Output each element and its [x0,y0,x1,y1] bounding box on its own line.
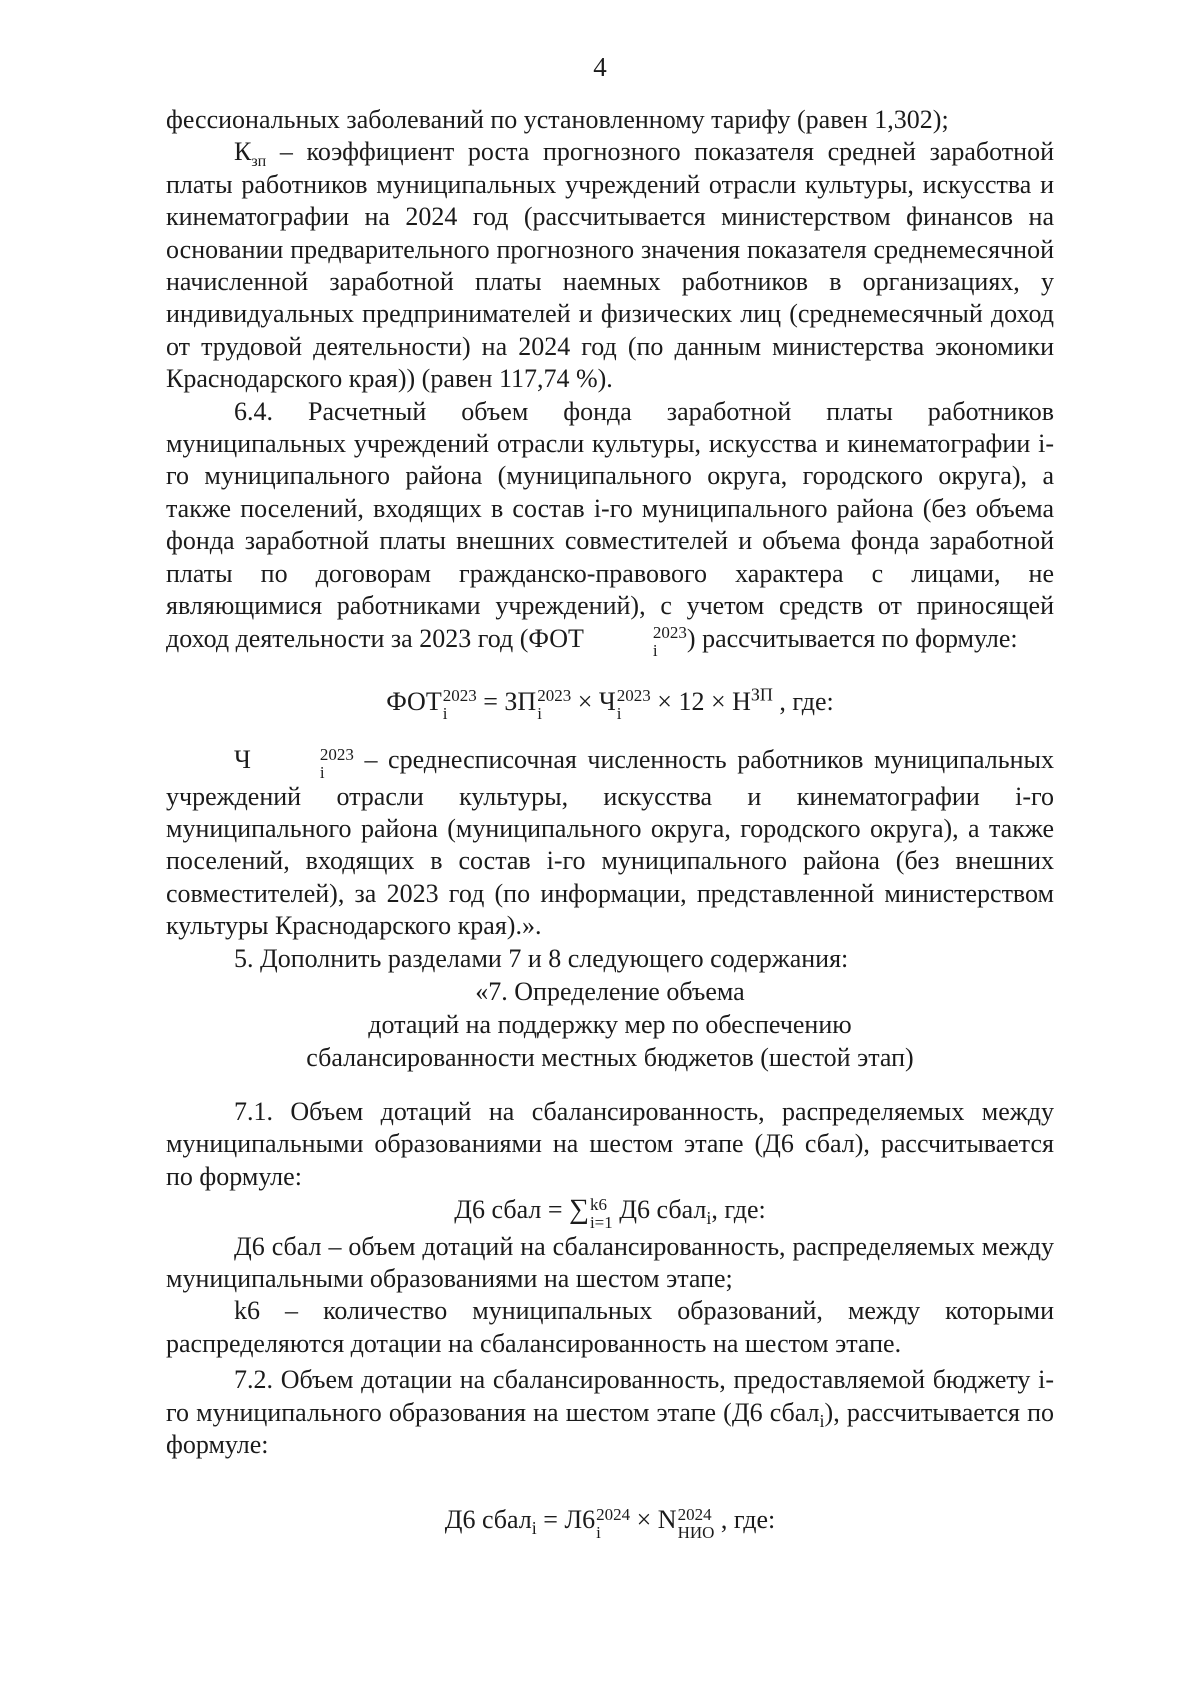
paragraph-k6-definition: k6 – количество муниципальных образований, между которыми распределяются дотации на сбалансированность на шестом этапе. [166,1296,1054,1358]
paragraph-tariff: фессиональных заболеваний по установленному тарифу (равен 1,302); [166,105,949,134]
heading-line-1: «7. Определение объема [475,976,745,1006]
section-heading [166,975,1054,1074]
heading-line-3: сбалансированности местных бюджетов (шестой этап) [306,1042,914,1072]
paragraph-7-2: 7.2. Объем дотации на сбалансированность, предоставляемой бюджету i-го муниципального образования на шестом этапе (Д6 сбал$_i$), рассчитывается по формуле: [166,1365,1054,1459]
paragraph-6-4: 6.4. Расчетный объем фонда заработной платы работников муниципальных учреждений отрасли культуры, искусства и кинематографии i-го муниципального района (муниципального округа, городского округа), а также поселений, входящих в состав i-го муниципального района (без объема фонда заработной платы внешних совместителей и объема фонда заработной платы по договорам гражданско-правового характера с лицами, не являющимися работниками учреждений), с учетом средств от приносящей доход деятельности за 2023 год (ФОТ 2023 i ) рассчитывается по формуле: [166,396,1054,660]
paragraph-ch-definition: Ч 2023 i – среднесписочная численность работников муниципальных учреждений отрасли культуры, искусства и кинематографии i-го муниципального района (муниципального округа, городского округа), а также поселений, входящих в состав i-го муниципального района (без внешних совместителей), за 2023 год (по информации, представленной министерством культуры Краснодарского края).». [166,744,1054,941]
paragraph-5: 5. Дополнить разделами 7 и 8 следующего содержания: [234,943,849,973]
paragraph-kzp-definition: $К_{зп}$ – коэффициент роста прогнозного показателя средней заработной платы работников муниципальных учреждений отрасли культуры, искусства и кинематографии на 2024 год (рассчитывается министерством финансов на основании предварительного прогнозного значения показателя среднемесячной начисленной заработной платы наемных работников в организациях, у индивидуальных предпринимателей и физических лиц (среднемесячный доход от трудовой деятельности) на 2024 год (по данным министерства экономики Краснодарского края)) (равен 117,74 %). [166,137,1054,394]
formula-d6-total: Д6 сбал = ∑ k6 i=1 Д6 сбал$_i$, где: [454,1194,766,1232]
formula-d6-i: Д6 сбал$_i$ = Л6 2024 i × N 2024 НИО , где: [444,1504,776,1542]
heading-line-2: дотаций на поддержку мер по обеспечению [368,1009,852,1039]
formula-fot: ФОТ 2023 i = ЗП 2023 i × Ч 2023 i × $12 \times Н^{ЗП}$ , где: [386,684,834,724]
paragraph-7-1: 7.1. Объем дотаций на сбалансированность, распределяемых между муниципальными образованиями на шестом этапе (Д6 сбал), рассчитывается по формуле: [166,1096,1054,1191]
page-number: 4 [593,52,607,82]
document-body [166,104,1054,1541]
paragraph-d6-definition: Д6 сбал – объем дотаций на сбалансированность, распределяемых между муниципальными образованиями на шестом этапе; [166,1231,1054,1293]
